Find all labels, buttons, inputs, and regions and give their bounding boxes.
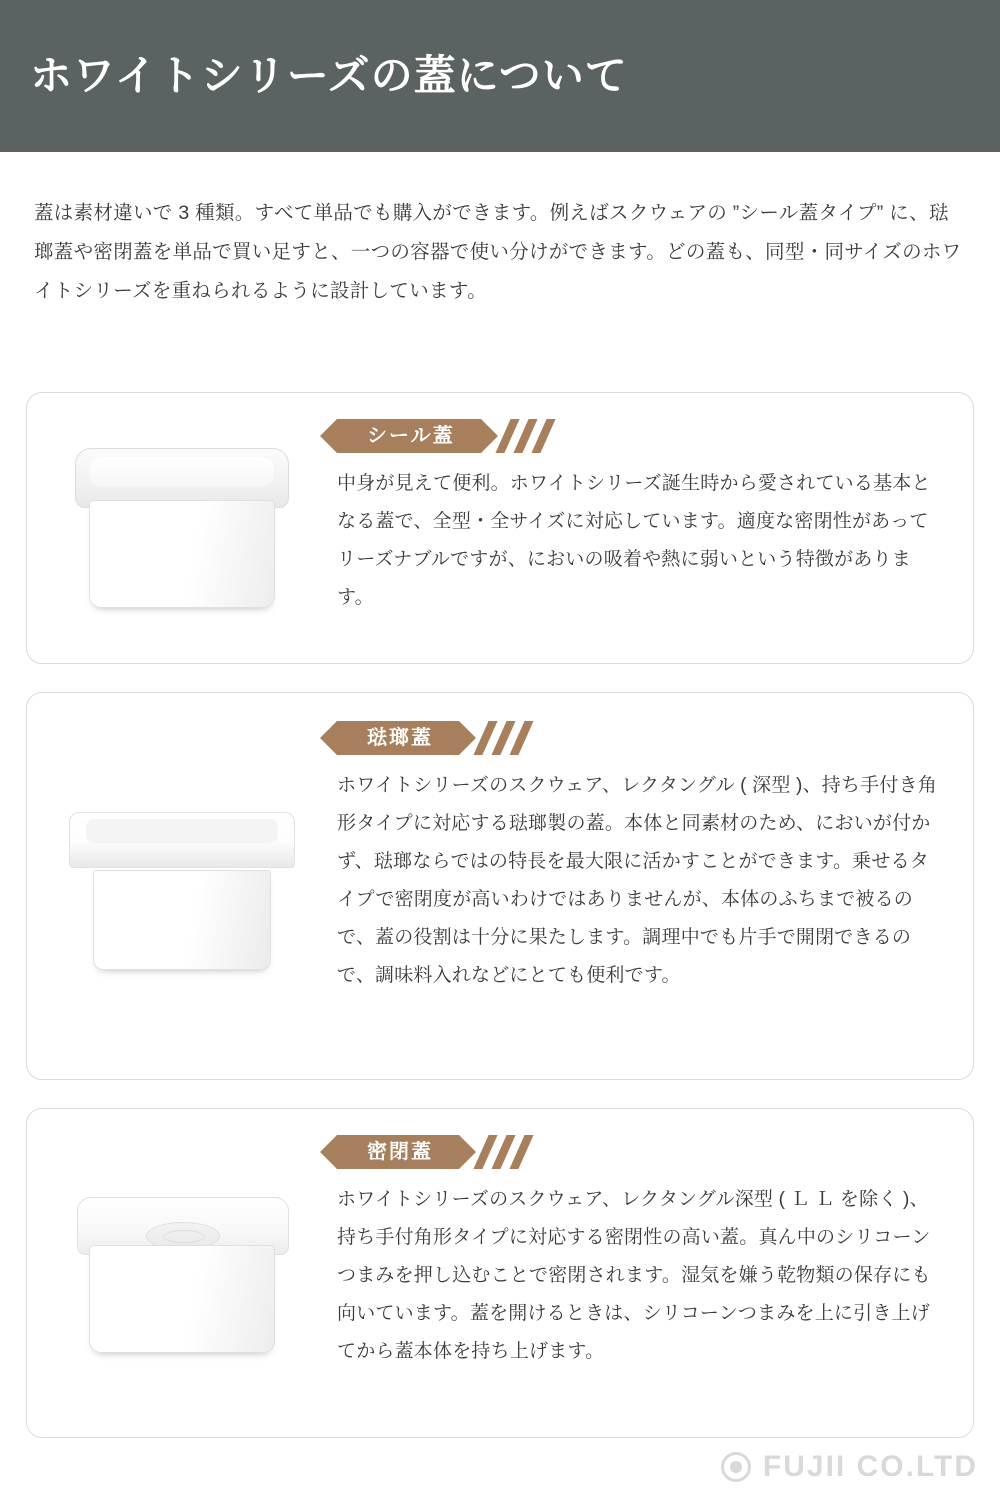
ribbon-label: 琺瑯蓋 [337,721,459,755]
page-header [0,0,1000,152]
ribbon-dashes-icon [481,721,535,755]
container-body-shape [93,870,271,970]
lid-card-airtight [26,1108,974,1438]
ribbon-airtight [337,1135,945,1169]
footer-brand-text: FUJII CO.LTD [762,1450,978,1483]
intro-paragraph: 蓋は素材違いで 3 種類。すべて単品でも購入ができます。例えばスクウェアの ”シール蓋タイプ” に、琺瑯蓋や密閉蓋を単品で買い足すと、一つの容器で使い分けができます。どの蓋も、同型・同サイズのホワイトシリーズを重ねられるように設計しています。 [34,202,962,302]
ribbon-dashes-icon [503,419,557,453]
airtight-lid-container-photo [27,1109,337,1437]
lid-card-seal [26,392,974,664]
ribbon-dashes-icon [481,1135,535,1169]
card-description: 中身が見えて便利。ホワイトシリーズ誕生時から愛されている基本となる蓋で、全型・全サイズに対応しています。適度な密閉性があってリーズナブルですが、においの吸着や熱に弱いという特徴があります。 [337,473,931,608]
card-description: ホワイトシリーズのスクウェア、レクタングル ( 深型 )、持ち手付き角形タイプに対応する琺瑯製の蓋。本体と同素材のため、においが付かず、琺瑯ならではの特長を最大限に活かすことができます。乗せるタイプで密閉度が高いわけではありませんが、本体のふちまで被るので、蓋の役割は十分に果たします。調理中でも片手で開閉できるので、調味料入れなどにとても便利です。 [337,775,937,986]
footer-brand [721,1450,978,1484]
enamel-lid-shape [69,812,295,868]
container-body-shape [89,500,275,608]
seal-lid-shape [75,448,289,508]
fujii-logo-icon [721,1452,751,1482]
ribbon-seal [337,419,945,453]
card-description: ホワイトシリーズのスクウェア、レクタングル深型 ( Ｌ Ｌ を除く )、持ち手付角形タイプに対応する密閉性の高い蓋。真ん中のシリコーンつまみを押し込むことで密閉されます。湿気を嫌う乾物類の保存にも向いています。蓋を開けるときは、シリコーンつまみを上に引き上げてから蓋本体を持ち上げます。 [337,1189,931,1362]
container-body-shape [89,1245,275,1353]
seal-lid-container-photo [27,393,337,663]
lid-card-enamel [26,692,974,1080]
ribbon-label: シール蓋 [337,419,481,453]
ribbon-enamel [337,721,945,755]
page-title: ホワイトシリーズの蓋について [30,51,628,99]
ribbon-label: 密閉蓋 [337,1135,459,1169]
enamel-lid-container-photo [27,693,337,1079]
